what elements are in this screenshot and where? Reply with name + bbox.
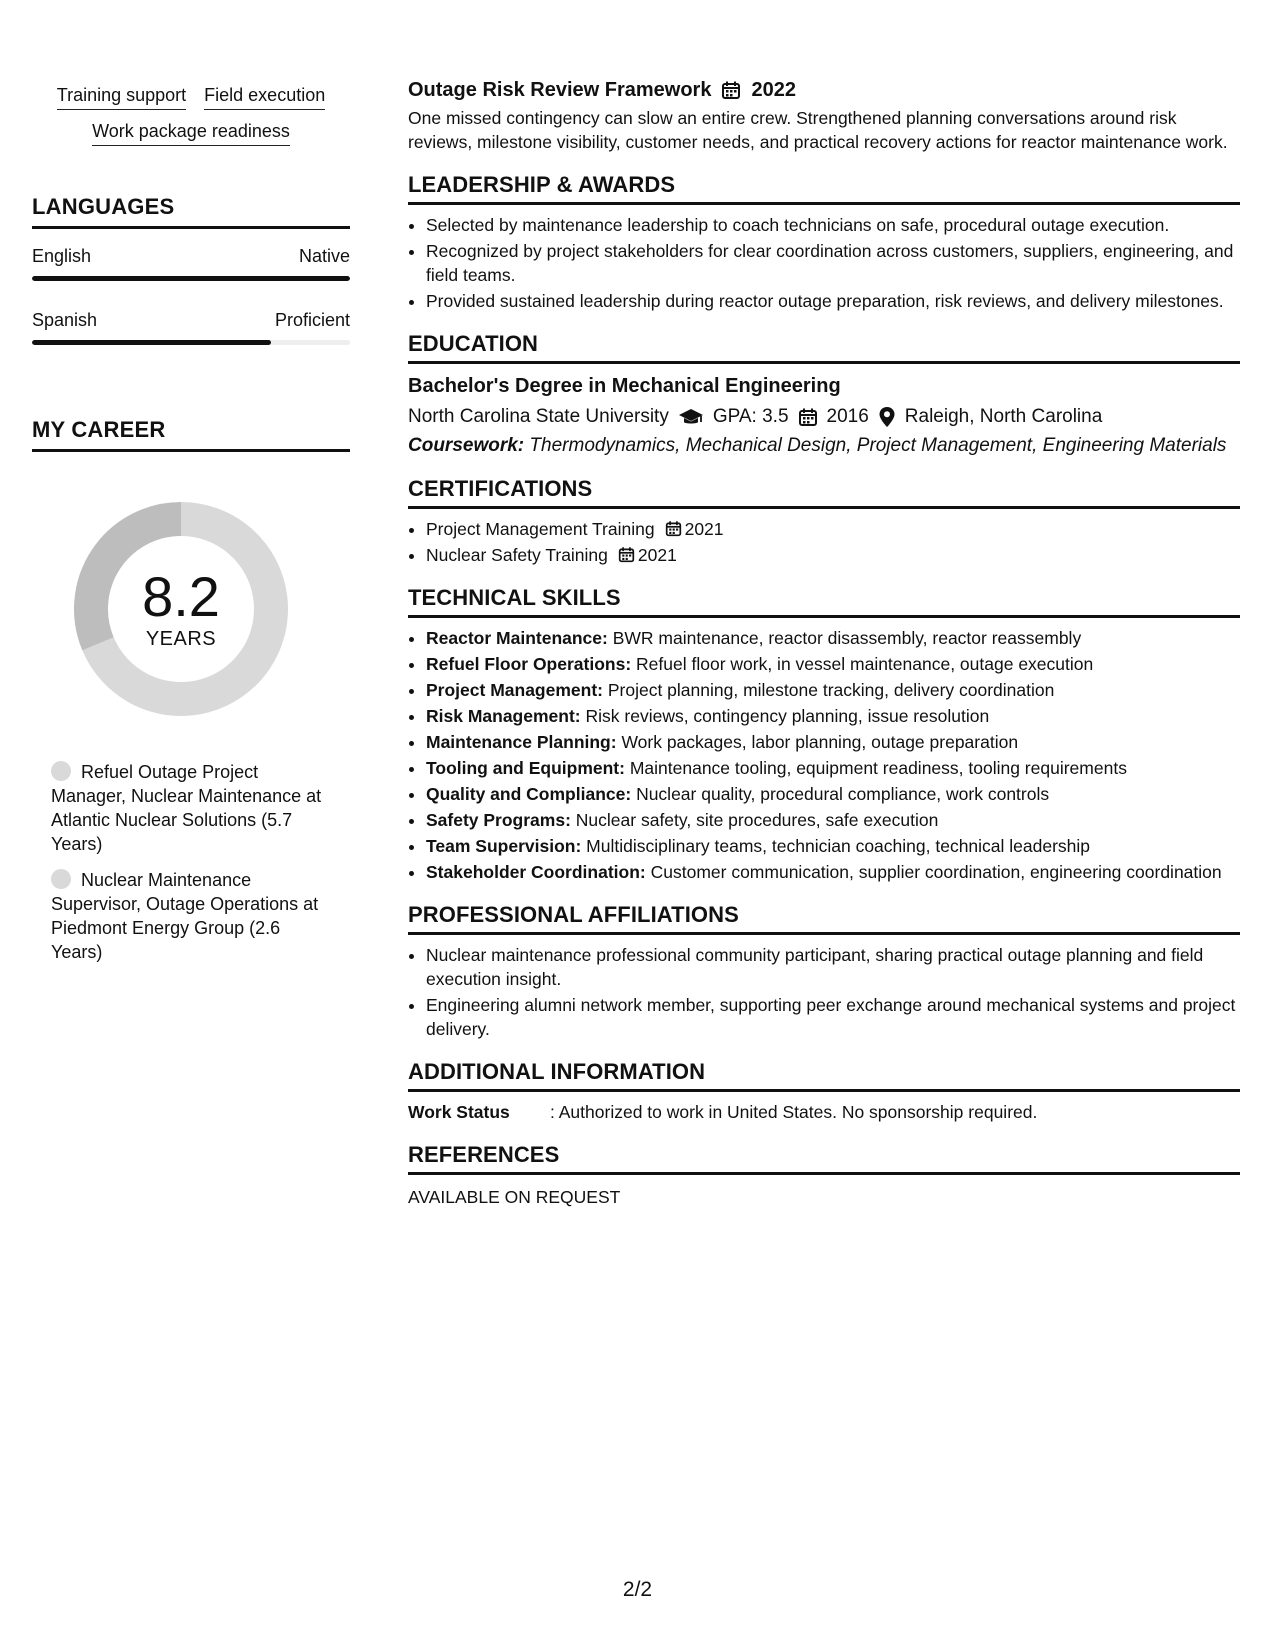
certification-year: 2021 (684, 519, 724, 539)
certification-name: Nuclear Safety Training (426, 545, 608, 565)
skill-label: Risk Management: (426, 706, 581, 726)
graduation-cap-icon (678, 407, 704, 427)
certifications-heading: CERTIFICATIONS (408, 476, 1240, 509)
career-heading: MY CAREER (32, 417, 350, 452)
skill-label: Safety Programs: (426, 810, 571, 830)
skill-text: Risk reviews, contingency planning, issue resolution (585, 706, 990, 726)
skill-item (426, 704, 1240, 728)
certification-name: Project Management Training (426, 519, 655, 539)
skill-label: Refuel Floor Operations: (426, 654, 632, 674)
career-dot-icon (51, 869, 71, 889)
calendar-icon (618, 545, 635, 565)
affiliation-item: • Nuclear maintenance professional community participant, sharing practical outage planning and field execution insight. (426, 943, 1240, 991)
certification-item (426, 543, 1240, 567)
career-donut (66, 494, 296, 724)
skill-item (426, 730, 1240, 754)
education-meta (408, 404, 1240, 430)
calendar-icon (721, 80, 741, 100)
skill-text: Customer communication, supplier coordination, engineering coordination (650, 862, 1222, 882)
skill-text: Project planning, milestone tracking, delivery coordination (607, 680, 1055, 700)
coursework (408, 434, 1240, 458)
references-heading: REFERENCES (408, 1142, 1240, 1175)
calendar-icon (798, 407, 818, 427)
leadership-heading: LEADERSHIP & AWARDS (408, 172, 1240, 205)
language-proficiency-bar (32, 340, 350, 345)
graduation-year: 2016 (826, 406, 869, 427)
project-year: 2022 (751, 79, 796, 101)
skill-item (426, 652, 1240, 676)
coursework-list: Thermodynamics, Mechanical Design, Project Management, Engineering Materials (529, 435, 1227, 456)
career-item-text: Nuclear Maintenance Supervisor, Outage Operations at Piedmont Energy Group (2.6 Years) (51, 870, 319, 962)
education-heading: EDUCATION (408, 331, 1240, 364)
skill-text: Work packages, labor planning, outage preparation (621, 732, 1019, 752)
skill-text: Refuel floor work, in vessel maintenance, outage execution (636, 654, 1094, 674)
skill-item (426, 834, 1240, 858)
project-title-row (408, 78, 1240, 102)
leadership-list (408, 213, 1240, 313)
skill-label: Tooling and Equipment: (426, 758, 625, 778)
skill-text: Maintenance tooling, equipment readiness, tooling requirements (629, 758, 1127, 778)
main-content (408, 78, 1240, 1209)
career-item (51, 868, 331, 964)
language-name: Spanish (32, 310, 98, 330)
language-proficiency-fill (32, 276, 350, 281)
skill-label: Stakeholder Coordination: (426, 862, 646, 882)
affiliations-heading: PROFESSIONAL AFFILIATIONS (408, 902, 1240, 935)
skill-item (426, 756, 1240, 780)
calendar-icon (665, 519, 682, 539)
skill-label: Quality and Compliance: (426, 784, 632, 804)
work-status-value: : Authorized to work in United States. No sponsorship required. (550, 1102, 1038, 1122)
language-proficiency-fill (32, 340, 271, 345)
school-location: Raleigh, North Carolina (904, 406, 1103, 427)
language-row (32, 245, 350, 267)
certification-year: 2021 (637, 545, 677, 565)
school-name: North Carolina State University (408, 406, 669, 427)
skill-item (426, 626, 1240, 650)
skill-label: Maintenance Planning: (426, 732, 617, 752)
work-status-label: Work Status (408, 1102, 510, 1122)
career-dot-icon (51, 761, 71, 781)
affiliations-list (408, 943, 1240, 1041)
sidebar (32, 84, 350, 976)
skill-item (426, 808, 1240, 832)
skill-text: Nuclear safety, site procedures, safe execution (575, 810, 939, 830)
skills-heading: TECHNICAL SKILLS (408, 585, 1240, 618)
project-title: Outage Risk Review Framework (408, 79, 712, 101)
career-item (51, 760, 331, 856)
page-number: 2/2 (622, 1578, 653, 1601)
skill-label: Project Management: (426, 680, 603, 700)
language-name: English (32, 246, 92, 266)
references-text: AVAILABLE ON REQUEST (408, 1187, 621, 1207)
coursework-label: Coursework: (408, 435, 525, 456)
work-status-row (408, 1100, 1240, 1124)
tag: Work package readiness (92, 120, 290, 146)
additional-info-heading: ADDITIONAL INFORMATION (408, 1059, 1240, 1092)
affiliation-item: • Engineering alumni network member, supporting peer exchange around mechanical systems and project delivery. (426, 993, 1240, 1041)
tag: Field execution (204, 84, 325, 110)
career-total-years: 8.2 (142, 564, 220, 628)
career-item-text: Refuel Outage Project Manager, Nuclear Maintenance at Atlantic Nuclear Solutions (5.7 Years) (51, 762, 322, 854)
skill-item (426, 678, 1240, 702)
skill-item (426, 782, 1240, 806)
leadership-item: • Selected by maintenance leadership to coach technicians on safe, procedural outage execution. (426, 213, 1240, 237)
location-pin-icon (878, 406, 896, 428)
degree: Bachelor's Degree in Mechanical Engineering (408, 375, 841, 397)
skills-list (408, 626, 1240, 884)
language-level: Proficient (274, 310, 350, 330)
skill-tags (32, 84, 350, 146)
career-section (32, 417, 350, 964)
skill-label: Reactor Maintenance: (426, 628, 608, 648)
skill-item (426, 860, 1240, 884)
leadership-item: • Provided sustained leadership during reactor outage preparation, risk reviews, and delivery milestones. (426, 289, 1240, 313)
language-row (32, 309, 350, 331)
gpa: GPA: 3.5 (712, 406, 789, 427)
leadership-item: • Recognized by project stakeholders for clear coordination across customers, suppliers, engineering, and field teams. (426, 239, 1240, 287)
language-level: Native (298, 246, 350, 266)
languages-section (32, 194, 350, 345)
career-list (51, 760, 331, 964)
tag: Training support (57, 84, 186, 110)
certifications-list (408, 517, 1240, 567)
skill-text: BWR maintenance, reactor disassembly, reactor reassembly (612, 628, 1082, 648)
skill-label: Team Supervision: (426, 836, 582, 856)
project-description: One missed contingency can slow an entire crew. Strengthened planning conversations around risk reviews, milestone visibility, customer needs, and practical recovery actions for reactor maintenance work. (408, 108, 1228, 152)
language-proficiency-bar (32, 276, 350, 281)
languages-heading: LANGUAGES (32, 194, 350, 229)
certification-item (426, 517, 1240, 541)
career-unit: YEARS (145, 627, 217, 650)
skill-text: Nuclear quality, procedural compliance, work controls (636, 784, 1050, 804)
skill-text: Multidisciplinary teams, technician coaching, technical leadership (586, 836, 1091, 856)
